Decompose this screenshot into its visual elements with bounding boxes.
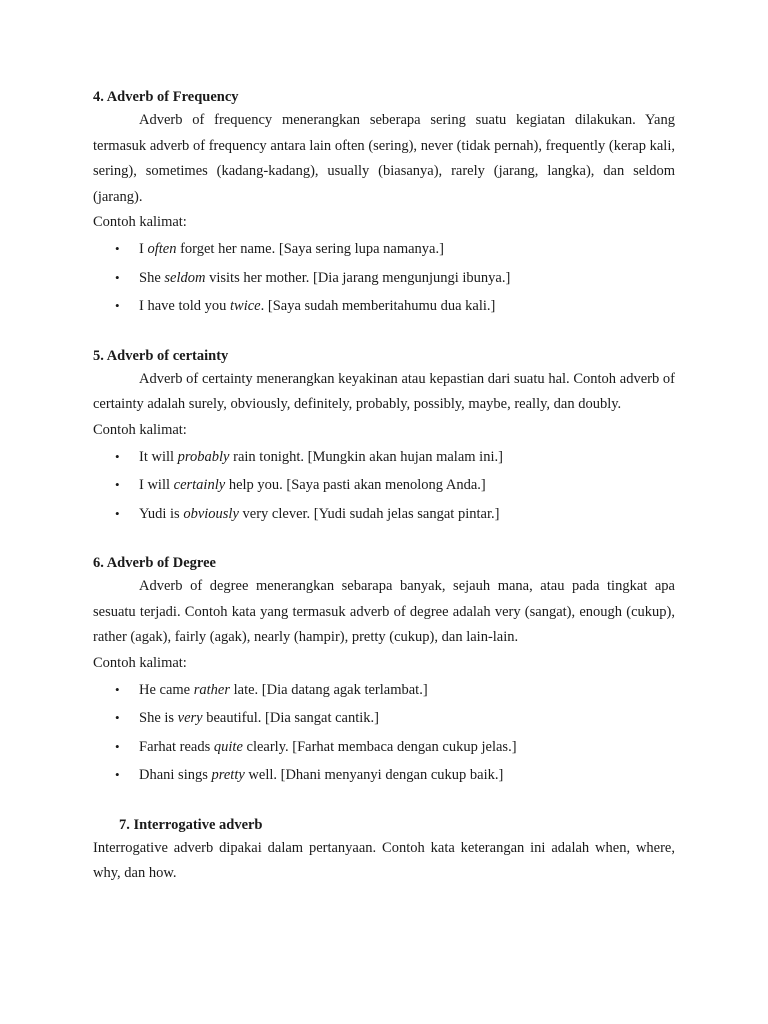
list-item: • She seldom visits her mother. [Dia jarang mengunjungi ibunya.] — [93, 264, 675, 293]
example-label: Contoh kalimat: — [93, 214, 187, 230]
section-adverb-certainty — [93, 345, 675, 529]
list-item: • He came rather late. [Dia datang agak terlambat.] — [93, 676, 675, 705]
bullet-icon: • — [115, 448, 120, 464]
section-interrogative-adverb — [93, 814, 675, 887]
bullet-icon: • — [115, 505, 120, 521]
bullet-icon: • — [115, 241, 120, 256]
bullet-icon: • — [115, 681, 120, 697]
example-list — [93, 443, 675, 529]
bullet-icon: • — [115, 767, 120, 782]
list-item: • I often forget her name. [Saya sering lupa namanya.] — [93, 235, 675, 264]
section-paragraph: Adverb of certainty menerangkan keyakinan atau kepastian dari suatu hal. Contoh adverb of certainty adalah surely, obviously, definitely, probably, possibly, maybe, really, dan doubly. — [93, 370, 675, 412]
list-item: • Yudi is obviously very clever. [Yudi sudah jelas sangat pintar.] — [93, 500, 675, 529]
example-list — [93, 676, 675, 790]
section-paragraph: Adverb of frequency menerangkan seberapa sering suatu kegiatan dilakukan. Yang termasuk adverb of frequency antara lain often (sering), never (tidak pernah), frequently (kerap kali, sering), sometimes (kadang-kadang), usually (biasanya), rarely (jarang, langka), dan seldom (jarang). — [93, 112, 675, 205]
section-title: 7. Interrogative adverb — [119, 816, 263, 833]
bullet-icon: • — [115, 710, 120, 725]
list-item: • Farhat reads quite clearly. [Farhat membaca dengan cukup jelas.] — [93, 733, 675, 762]
section-paragraph: Adverb of degree menerangkan sebarapa banyak, sejauh mana, atau pada tingkat apa sesuatu terjadi. Contoh kata yang termasuk adverb of degree adalah very (sangat), enough (cukup), rather (agak), fairly (agak), nearly (hampir), pretty (cukup), dan lain-lain. — [93, 578, 675, 645]
list-item: • I will certainly help you. [Saya pasti akan menolong Anda.] — [93, 471, 675, 500]
example-list — [93, 235, 675, 321]
list-item: • Dhani sings pretty well. [Dhani menyanyi dengan cukup baik.] — [93, 761, 675, 790]
document-content — [93, 86, 675, 887]
list-item: • It will probably rain tonight. [Mungkin akan hujan malam ini.] — [93, 443, 675, 472]
example-label: Contoh kalimat: — [93, 421, 187, 438]
list-item: • She is very beautiful. [Dia sangat cantik.] — [93, 704, 675, 733]
bullet-icon: • — [115, 269, 120, 285]
section-adverb-degree — [93, 552, 675, 790]
section-title: 6. Adverb of Degree — [93, 555, 216, 571]
section-title: 4. Adverb of Frequency — [93, 89, 239, 105]
list-item: • I have told you twice. [Saya sudah memberitahumu dua kali.] — [93, 292, 675, 321]
bullet-icon: • — [115, 477, 120, 492]
bullet-icon: • — [115, 298, 120, 313]
section-paragraph: Interrogative adverb dipakai dalam pertanyaan. Contoh kata keterangan ini adalah when, where, why, dan how. — [93, 839, 675, 881]
section-adverb-frequency — [93, 86, 675, 321]
example-label: Contoh kalimat: — [93, 654, 187, 671]
bullet-icon: • — [115, 738, 120, 754]
section-title: 5. Adverb of certainty — [93, 347, 229, 364]
